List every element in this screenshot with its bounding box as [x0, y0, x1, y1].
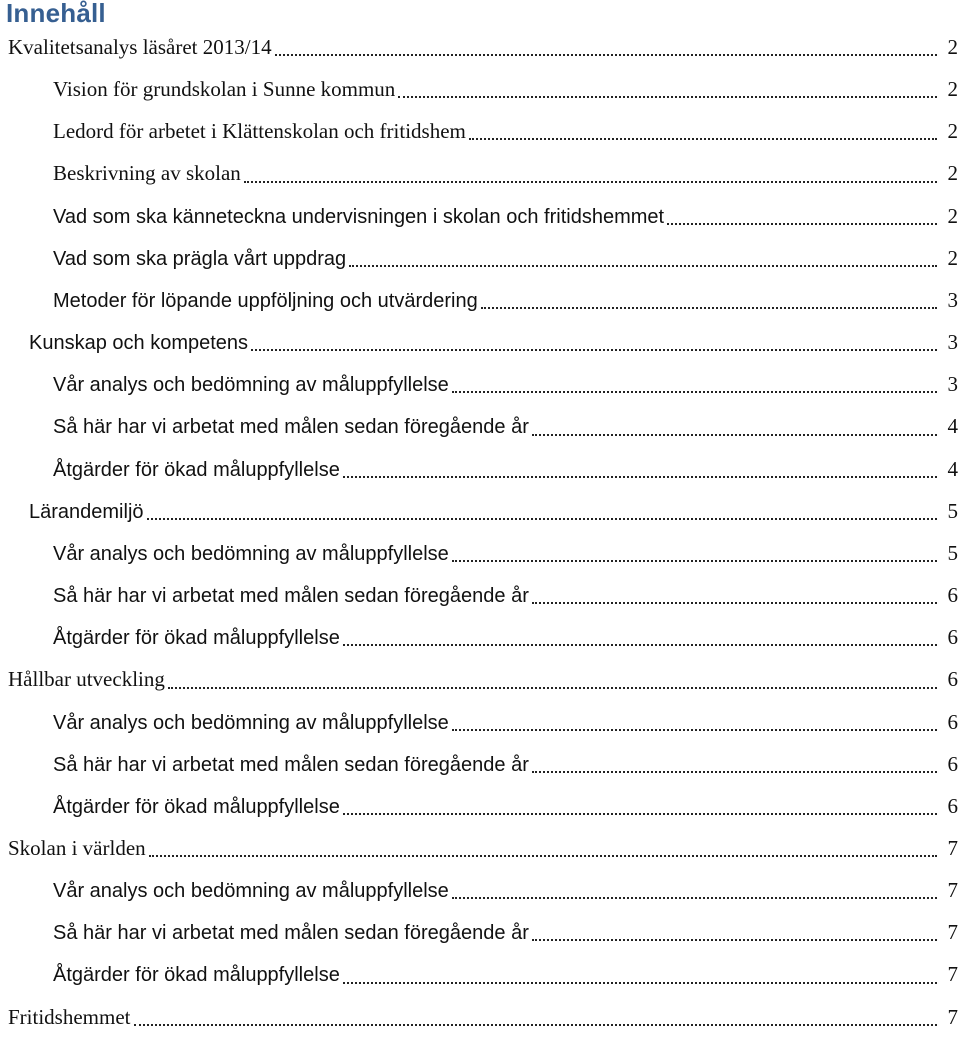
toc-entry-page-number: 3: [947, 372, 958, 397]
toc-entry-page-number: 3: [947, 287, 958, 312]
toc-entry[interactable]: [0, 827, 960, 869]
toc-entry-label: Vår analys och bedömning av måluppfyllelse: [53, 880, 449, 903]
toc-entry-page-number: 5: [947, 540, 958, 565]
toc-entry-page-number: 3: [947, 330, 958, 355]
toc-entry-label: Beskrivning av skolan: [53, 161, 241, 186]
toc-entry-label: Lärandemiljö: [29, 500, 144, 523]
toc-entry[interactable]: [0, 26, 960, 68]
toc-entry-label: Vad som ska känneteckna undervisningen i skolan och fritidshemmet: [53, 205, 665, 228]
toc-entry-page-number: 7: [947, 962, 958, 987]
toc-entry-page-number: 6: [947, 583, 958, 608]
dot-leader: [532, 743, 937, 785]
dot-leader: [667, 195, 937, 237]
dot-leader: [398, 68, 937, 110]
dot-leader: [481, 279, 937, 321]
dot-leader: [244, 152, 937, 194]
toc-entry-page-number: 6: [947, 793, 958, 818]
toc-entry-label: Ledord för arbetet i Klättenskolan och fritidshem: [53, 119, 466, 144]
toc-entry-label: Kvalitetsanalys läsåret 2013/14: [8, 35, 272, 59]
toc-entry[interactable]: [0, 701, 960, 743]
dot-leader: [532, 574, 937, 616]
toc-entry-label: Vad som ska prägla vårt uppdrag: [53, 247, 347, 270]
toc-entry-label: Så här har vi arbetat med målen sedan föregående år: [53, 416, 529, 439]
toc-entry-page-number: 2: [947, 35, 958, 59]
toc-entry[interactable]: [0, 574, 960, 616]
dot-leader: [452, 701, 937, 743]
toc-entry-label: Skolan i världen: [8, 835, 146, 860]
toc-entry-label: Fritidshemmet: [8, 1004, 131, 1029]
toc-entry[interactable]: [0, 405, 960, 447]
toc-entry-label: Åtgärder för ökad måluppfyllelse: [53, 795, 340, 818]
dot-leader: [343, 953, 937, 995]
dot-leader: [349, 237, 937, 279]
toc-entry-page-number: 7: [947, 835, 958, 860]
toc-entry[interactable]: [0, 953, 960, 995]
dot-leader: [452, 532, 937, 574]
dot-leader: [343, 785, 937, 827]
dot-leader: [168, 658, 937, 700]
toc-entry-page-number: 2: [947, 203, 958, 228]
toc-entry[interactable]: [0, 743, 960, 785]
toc-entry-label: Åtgärder för ökad måluppfyllelse: [53, 964, 340, 987]
dot-leader: [147, 490, 937, 532]
toc-heading: Innehåll: [6, 0, 106, 28]
toc-entry[interactable]: [0, 911, 960, 953]
toc-entry-page-number: 6: [947, 709, 958, 734]
dot-leader: [452, 363, 937, 405]
toc-entry[interactable]: [0, 785, 960, 827]
dot-leader: [134, 996, 938, 1038]
dot-leader: [452, 869, 937, 911]
toc-entry-page-number: 2: [947, 77, 958, 102]
toc-entry[interactable]: [0, 152, 960, 194]
dot-leader: [469, 110, 937, 152]
toc-entry[interactable]: [0, 448, 960, 490]
dot-leader: [532, 405, 937, 447]
dot-leader: [532, 911, 937, 953]
toc-entry-page-number: 5: [947, 498, 958, 523]
toc-entry[interactable]: [0, 363, 960, 405]
toc-entry-label: Vår analys och bedömning av måluppfyllelse: [53, 374, 449, 397]
toc-entry[interactable]: [0, 110, 960, 152]
toc-entry-label: Så här har vi arbetat med målen sedan föregående år: [53, 753, 529, 776]
dot-leader: [343, 448, 937, 490]
toc-entry-label: Vår analys och bedömning av måluppfyllelse: [53, 711, 449, 734]
toc-entry[interactable]: [0, 279, 960, 321]
toc-entry-label: Hållbar utveckling: [8, 667, 165, 692]
toc-entry-page-number: 7: [947, 1004, 958, 1029]
toc-entry-label: Så här har vi arbetat med målen sedan föregående år: [53, 585, 529, 608]
toc-entry-label: Åtgärder för ökad måluppfyllelse: [53, 627, 340, 650]
dot-leader: [149, 827, 937, 869]
toc-entry-page-number: 6: [947, 625, 958, 650]
toc-entry-label: Metoder för löpande uppföljning och utvärdering: [53, 289, 478, 312]
toc-entry-label: Kunskap och kompetens: [29, 332, 249, 355]
toc-entry[interactable]: [0, 490, 960, 532]
toc-entry-page-number: 7: [947, 920, 958, 945]
table-of-contents: [0, 26, 960, 1038]
toc-entry-page-number: 4: [947, 456, 958, 481]
toc-entry-page-number: 6: [947, 667, 958, 692]
toc-entry-label: Åtgärder för ökad måluppfyllelse: [53, 458, 340, 481]
toc-entry[interactable]: [0, 68, 960, 110]
toc-entry-page-number: 6: [947, 751, 958, 776]
toc-entry-label: Så här har vi arbetat med målen sedan föregående år: [53, 922, 529, 945]
toc-entry[interactable]: [0, 237, 960, 279]
toc-entry-page-number: 2: [947, 161, 958, 186]
toc-entry-page-number: 2: [947, 245, 958, 270]
toc-entry[interactable]: [0, 869, 960, 911]
toc-entry-page-number: 7: [947, 878, 958, 903]
toc-entry-page-number: 2: [947, 119, 958, 144]
dot-leader: [251, 321, 937, 363]
toc-entry-label: Vision för grundskolan i Sunne kommun: [53, 77, 396, 102]
toc-entry-page-number: 4: [947, 414, 958, 439]
toc-entry[interactable]: [0, 616, 960, 658]
toc-entry[interactable]: [0, 532, 960, 574]
toc-entry[interactable]: [0, 658, 960, 700]
dot-leader: [343, 616, 937, 658]
toc-entry-label: Vår analys och bedömning av måluppfyllelse: [53, 542, 449, 565]
toc-entry[interactable]: [0, 195, 960, 237]
toc-entry[interactable]: [0, 996, 960, 1038]
toc-entry[interactable]: [0, 321, 960, 363]
dot-leader: [275, 26, 937, 68]
